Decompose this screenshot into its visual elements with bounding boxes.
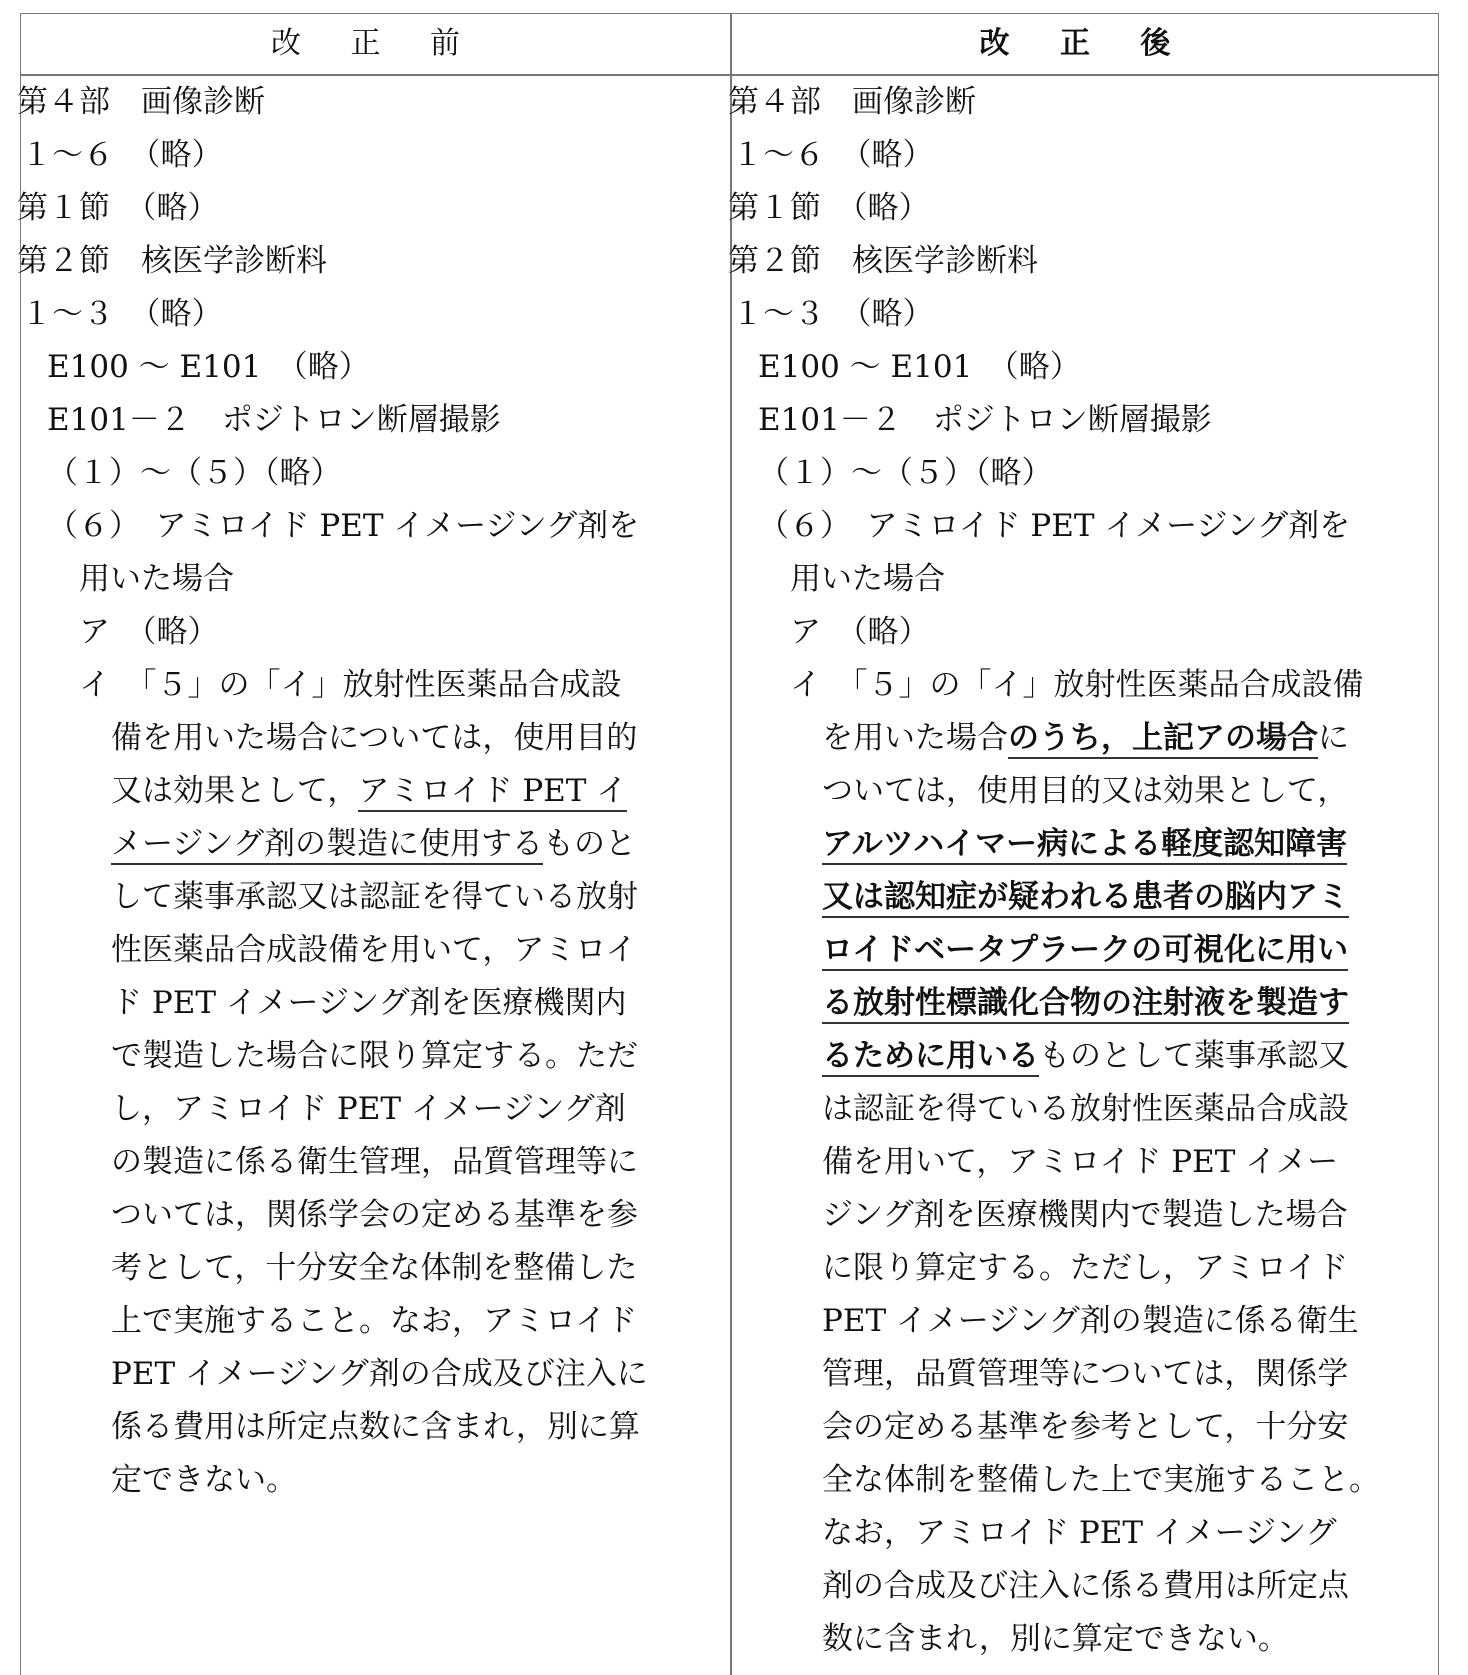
- item-i: イ 「５」の「イ」放射性医薬品合成設: [79, 667, 622, 703]
- text-line: ついては，使用目的又は効果として，: [822, 773, 1349, 809]
- text-line: し，アミロイド PET イメージング剤: [111, 1091, 626, 1127]
- text-line: [728, 977, 1416, 1030]
- part-heading: 第４部 画像診断: [17, 84, 265, 120]
- text: ものと: [542, 826, 636, 862]
- section-2: 第２節 核医学診断料: [728, 243, 1038, 279]
- text-line: 数に含まれ，別に算定できない。: [822, 1621, 1289, 1657]
- item-range: １～６ （略）: [21, 137, 223, 173]
- text-line: [728, 871, 1416, 924]
- paragraph-1-5: （１）～（５）（略）: [47, 455, 342, 491]
- item-i: イ 「５」の「イ」放射性医薬品合成設備: [790, 667, 1364, 703]
- underlined-change: アミロイド PET イ: [358, 773, 627, 812]
- text-line: [728, 712, 1416, 765]
- text-line: は認証を得ている放射性医薬品合成設: [822, 1091, 1349, 1127]
- underlined-change: る放射性標識化合物の注射液を製造す: [822, 985, 1349, 1024]
- header-after: 改 正 後: [979, 26, 1191, 61]
- underlined-change: アルツハイマー病による軽度認知障害: [822, 826, 1347, 865]
- paragraph-6: （６） アミロイド PET イメージング剤を: [758, 508, 1351, 544]
- section-1: 第１節 （略）: [17, 190, 219, 226]
- text-line: ジング剤を医療機関内で製造した場合: [822, 1197, 1348, 1233]
- text-line: [17, 765, 687, 818]
- underlined-change: 又は認知症が疑われる患者の脳内アミ: [822, 879, 1349, 918]
- text-line: の製造に係る衛生管理，品質管理等に: [111, 1144, 638, 1180]
- code-e100: E100 ～ E101 （略）: [47, 349, 370, 385]
- paragraph-6: （６） アミロイド PET イメージング剤を: [47, 508, 640, 544]
- text-line: なお，アミロイド PET イメージング: [822, 1515, 1337, 1551]
- text: ものとして薬事承認又: [1039, 1038, 1349, 1074]
- text-line: 考として，十分安全な体制を整備した: [111, 1250, 638, 1286]
- text-line: 剤の合成及び注入に係る費用は所定点: [822, 1568, 1349, 1604]
- text-line: [728, 924, 1416, 977]
- text-line: 全な体制を整備した上で実施すること。: [822, 1462, 1380, 1498]
- text-line: [728, 818, 1416, 871]
- text-line: [728, 1030, 1416, 1083]
- text-line: PET イメージング剤の製造に係る衛生: [822, 1303, 1359, 1339]
- section-1: 第１節 （略）: [728, 190, 930, 226]
- text-line: [17, 818, 687, 871]
- text-line: 備を用いて，アミロイド PET イメー: [822, 1144, 1339, 1180]
- paragraph-6-cont: 用いた場合: [790, 561, 945, 597]
- underlined-change: のうち，上記アの場合: [1008, 720, 1318, 759]
- item-range: １～３ （略）: [732, 296, 934, 332]
- header-before: 改 正 前: [270, 26, 481, 61]
- text-line: 係る費用は所定点数に含まれ，別に算: [111, 1409, 640, 1445]
- item-range: １～６ （略）: [732, 137, 934, 173]
- text-line: して薬事承認又は認証を得ている放射: [111, 879, 638, 915]
- item-a: ア （略）: [790, 614, 930, 650]
- item-range: １～３ （略）: [21, 296, 223, 332]
- text-line: 管理，品質管理等については，関係学: [822, 1356, 1349, 1392]
- text-line: に限り算定する。ただし，アミロイド: [822, 1250, 1349, 1286]
- text-line: 上で実施すること。なお，アミロイド: [111, 1303, 638, 1339]
- underlined-change: メージング剤の製造に使用する: [111, 826, 543, 865]
- part-heading: 第４部 画像診断: [728, 84, 976, 120]
- underlined-change: るために用いる: [822, 1038, 1039, 1077]
- paragraph-1-5: （１）～（５）（略）: [758, 455, 1053, 491]
- before-column: [17, 76, 687, 1507]
- after-column: [728, 76, 1416, 1666]
- text-line: 性医薬品合成設備を用いて，アミロイ: [111, 932, 637, 968]
- code-e101-2: E101－２ ポジトロン断層撮影: [758, 402, 1212, 438]
- text-line: 定できない。: [111, 1462, 297, 1498]
- text: を用いた場合: [822, 720, 1008, 756]
- code-e101-2: E101－２ ポジトロン断層撮影: [47, 402, 501, 438]
- paragraph-6-cont: 用いた場合: [79, 561, 234, 597]
- text: に: [1318, 720, 1349, 756]
- text-line: 会の定める基準を参考として，十分安: [822, 1409, 1349, 1445]
- text-line: ついては，関係学会の定める基準を参: [111, 1197, 638, 1233]
- text-line: 備を用いた場合については，使用目的: [111, 720, 638, 756]
- item-a: ア （略）: [79, 614, 219, 650]
- text-line: PET イメージング剤の合成及び注入に: [111, 1356, 648, 1392]
- text-line: ド PET イメージング剤を医療機関内: [111, 985, 627, 1021]
- text-line: で製造した場合に限り算定する。ただ: [111, 1038, 638, 1074]
- section-2: 第２節 核医学診断料: [17, 243, 327, 279]
- text: 又は効果として，: [111, 773, 359, 809]
- underlined-change: ロイドベータプラークの可視化に用い: [822, 932, 1348, 971]
- code-e100: E100 ～ E101 （略）: [758, 349, 1081, 385]
